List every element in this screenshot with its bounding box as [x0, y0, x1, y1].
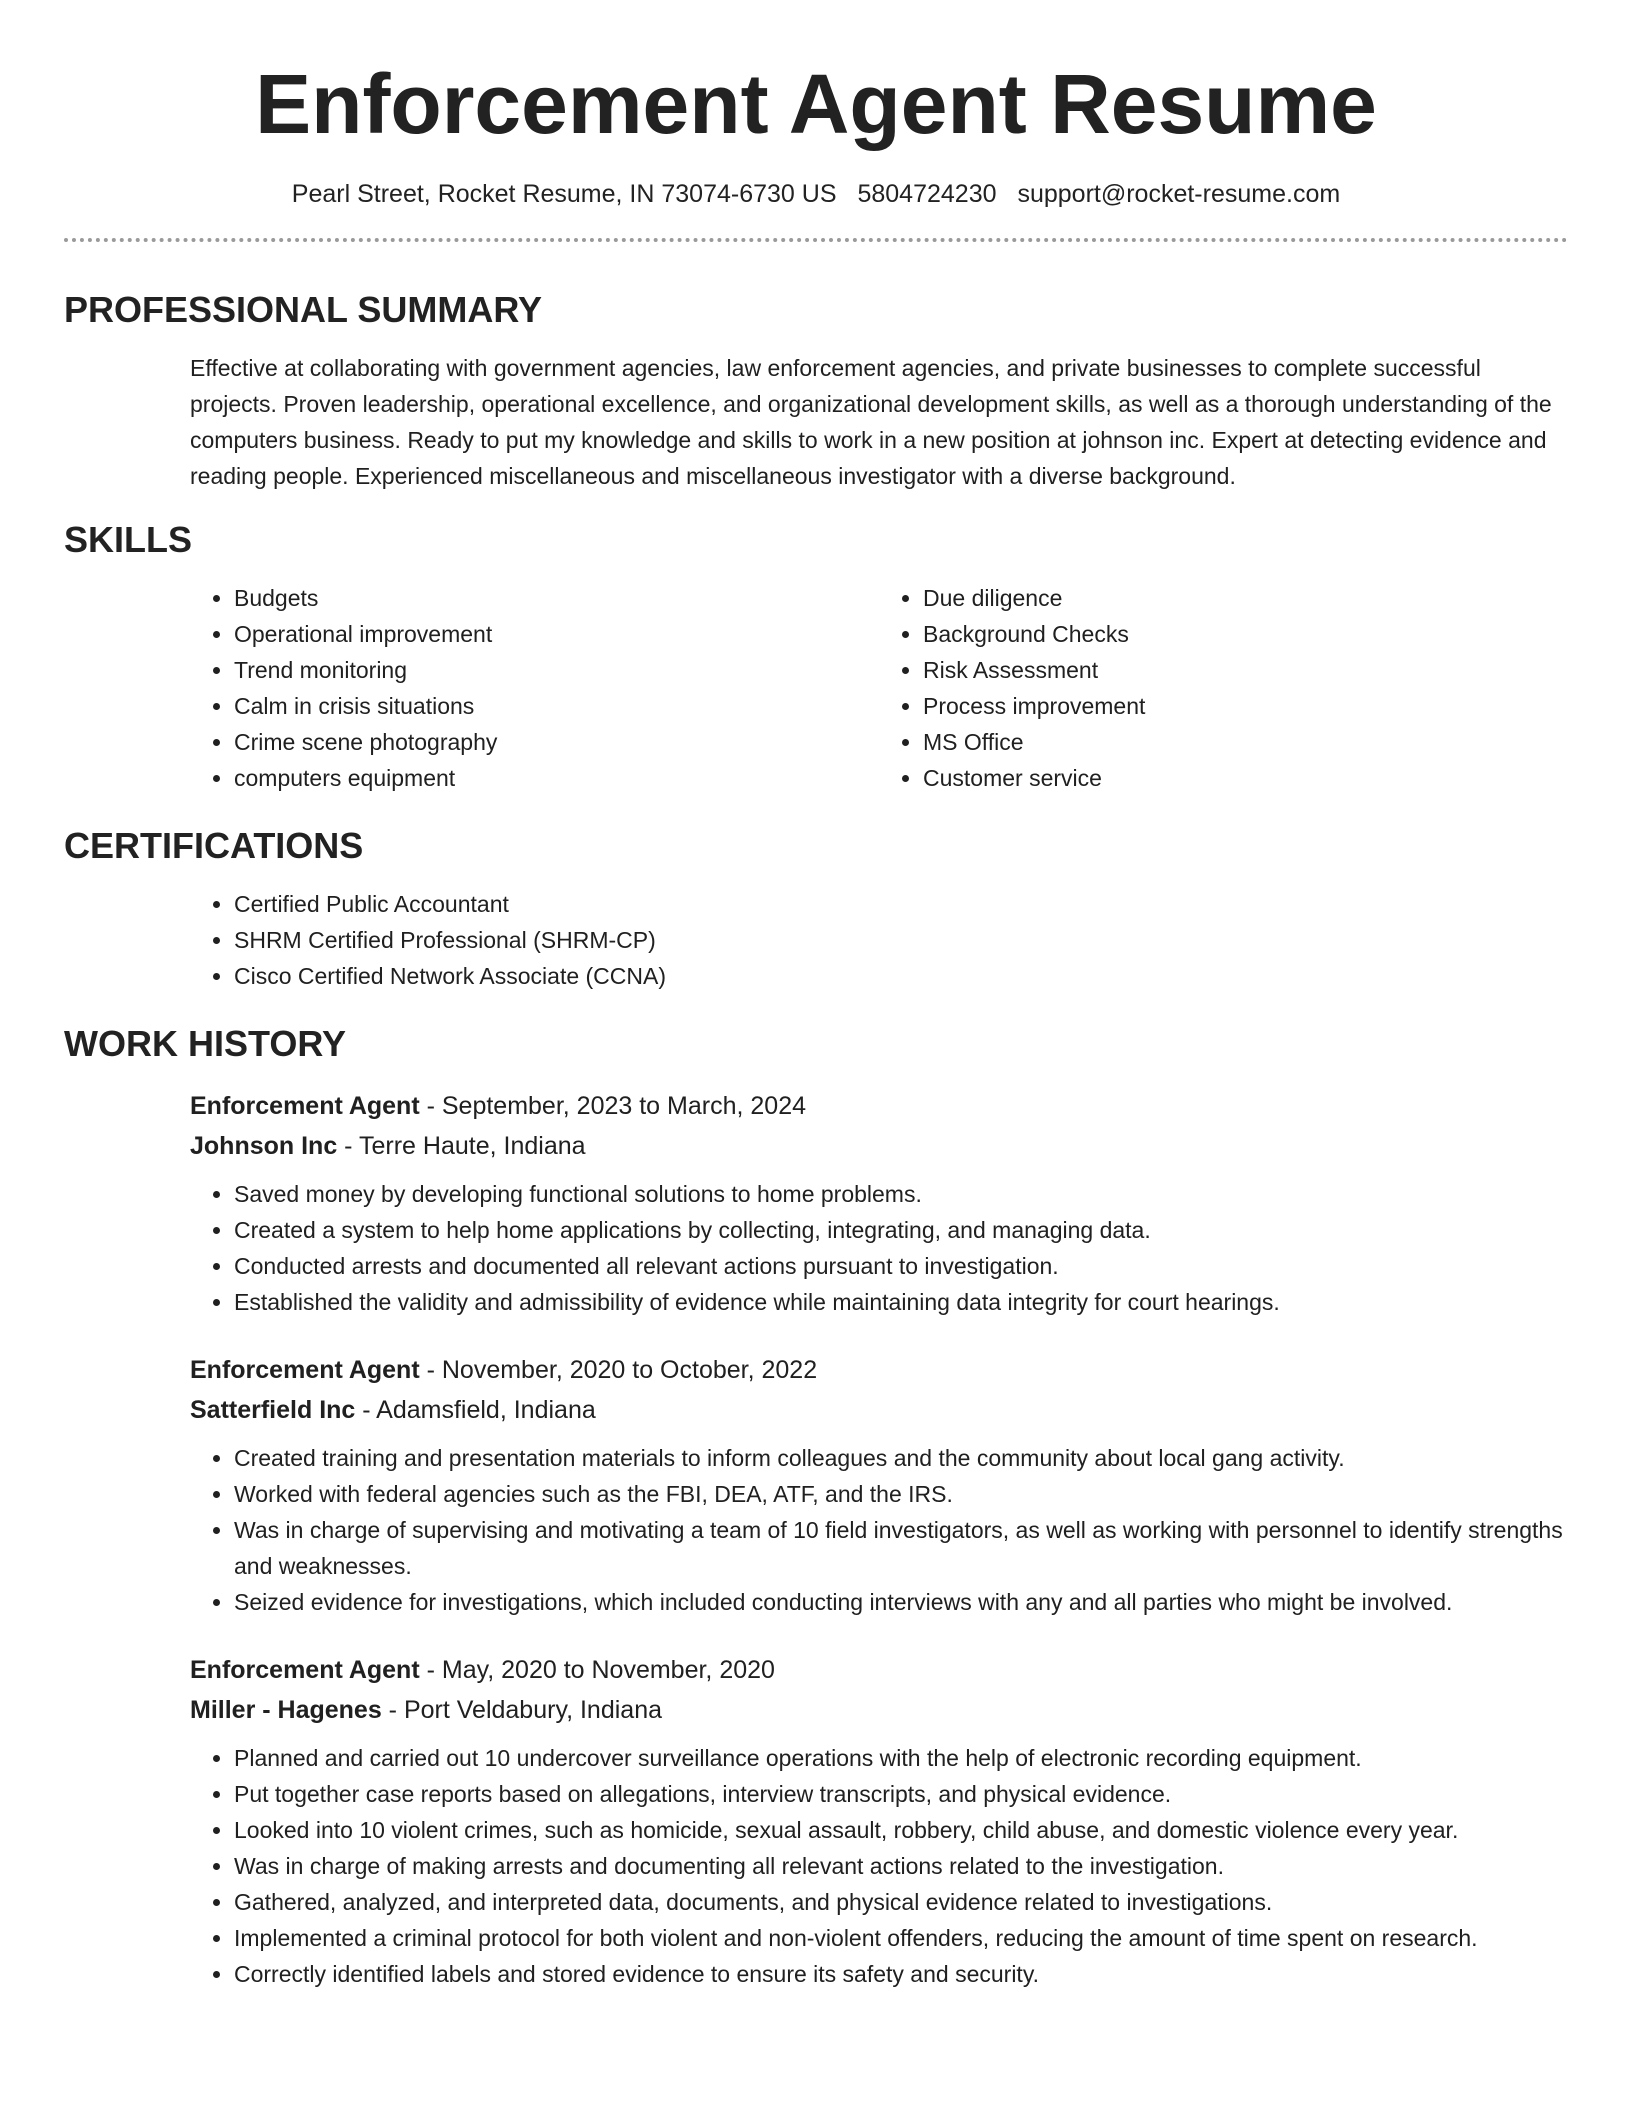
skill-item: • Operational improvement [234, 616, 879, 652]
job-bullet: • Created a system to help home applications by collecting, integrating, and managing data. [234, 1212, 1568, 1248]
job-bullet: • Conducted arrests and documented all relevant actions pursuant to investigation. [234, 1248, 1568, 1284]
job-company-line [190, 1126, 1568, 1166]
skill-item: • Trend monitoring [234, 652, 879, 688]
job-bullets [190, 1176, 1568, 1320]
skills-columns [190, 580, 1568, 796]
certification-item: • Cisco Certified Network Associate (CCNA) [234, 958, 1568, 994]
summary-heading: PROFESSIONAL SUMMARY [64, 289, 543, 330]
job-dates: - May, 2020 to November, 2020 [419, 1656, 775, 1684]
job-company: Satterfield Inc [190, 1396, 356, 1424]
skills-heading: SKILLS [64, 519, 193, 560]
skill-item: • Risk Assessment [923, 652, 1568, 688]
job-title: Enforcement Agent [190, 1356, 420, 1384]
job-title-line [190, 1650, 1568, 1690]
skill-item: • MS Office [923, 724, 1568, 760]
job-entry [190, 1650, 1568, 1992]
job-title: Enforcement Agent [190, 1092, 420, 1120]
summary-text: Effective at collaborating with government agencies, law enforcement agencies, and private businesses to complete successful projects. Proven leadership, operational excellence, and organizational development skills, as well as a thorough understanding of the computers business. Ready to put my knowledge and skills to work in a new position at johnson inc. Expert at detecting evidence and reading people. Experienced miscellaneous and miscellaneous investigator with a diverse background. [190, 355, 1552, 489]
certification-item: • SHRM Certified Professional (SHRM-CP) [234, 922, 1568, 958]
job-bullet: • Created training and presentation materials to inform colleagues and the community about local gang activity. [234, 1440, 1568, 1476]
job-bullet: • Established the validity and admissibility of evidence while maintaining data integrity for court hearings. [234, 1284, 1568, 1320]
summary-section [64, 288, 1568, 494]
job-bullet: • Was in charge of supervising and motivating a team of 10 field investigators, as well as working with personnel to identify strengths and weaknesses. [234, 1512, 1568, 1584]
job-bullet: • Put together case reports based on allegations, interview transcripts, and physical evidence. [234, 1776, 1568, 1812]
job-location: - Port Veldabury, Indiana [381, 1696, 662, 1724]
skill-item: • Customer service [923, 760, 1568, 796]
certification-item: • Certified Public Accountant [234, 886, 1568, 922]
resume-title: Enforcement Agent Resume [255, 57, 1377, 151]
job-location: - Adamsfield, Indiana [355, 1396, 596, 1424]
header-divider [64, 238, 1568, 242]
contact-email: support@rocket-resume.com [1017, 180, 1341, 208]
job-company-line [190, 1390, 1568, 1430]
skill-item: • Background Checks [923, 616, 1568, 652]
skill-item: • Budgets [234, 580, 879, 616]
job-bullets [190, 1740, 1568, 1992]
skill-item: • Crime scene photography [234, 724, 879, 760]
work-history-heading: WORK HISTORY [64, 1023, 347, 1064]
job-company-line [190, 1690, 1568, 1730]
skills-right-list [879, 580, 1568, 796]
job-dates: - September, 2023 to March, 2024 [419, 1092, 806, 1120]
contact-address: Pearl Street, Rocket Resume, IN 73074-6730 US [291, 180, 837, 208]
job-company: Miller - Hagenes [190, 1696, 382, 1724]
job-bullet: • Correctly identified labels and stored evidence to ensure its safety and security. [234, 1956, 1568, 1992]
job-dates: - November, 2020 to October, 2022 [419, 1356, 818, 1384]
job-entry [190, 1350, 1568, 1620]
contact-phone: 5804724230 [857, 180, 997, 208]
certifications-section [64, 824, 1568, 994]
job-entry [190, 1086, 1568, 1320]
job-title: Enforcement Agent [190, 1656, 420, 1684]
contact-line [64, 178, 1568, 210]
job-bullet: • Was in charge of making arrests and documenting all relevant actions related to the investigation. [234, 1848, 1568, 1884]
job-bullet: • Implemented a criminal protocol for both violent and non-violent offenders, reducing the amount of time spent on research. [234, 1920, 1568, 1956]
skill-item: • Calm in crisis situations [234, 688, 879, 724]
job-location: - Terre Haute, Indiana [337, 1132, 586, 1160]
job-bullet: • Looked into 10 violent crimes, such as homicide, sexual assault, robbery, child abuse, and domestic violence every year. [234, 1812, 1568, 1848]
skills-section [64, 518, 1568, 796]
work-history-section [64, 1022, 1568, 1992]
certifications-list [190, 886, 1568, 994]
job-title-line [190, 1086, 1568, 1126]
job-bullet: • Worked with federal agencies such as the FBI, DEA, ATF, and the IRS. [234, 1476, 1568, 1512]
skills-left-list [190, 580, 879, 796]
job-bullet: • Seized evidence for investigations, which included conducting interviews with any and all parties who might be involved. [234, 1584, 1568, 1620]
job-title-line [190, 1350, 1568, 1390]
skill-item: • computers equipment [234, 760, 879, 796]
job-bullet: • Gathered, analyzed, and interpreted data, documents, and physical evidence related to investigations. [234, 1884, 1568, 1920]
job-company: Johnson Inc [190, 1132, 338, 1160]
job-bullet: • Planned and carried out 10 undercover surveillance operations with the help of electronic recording equipment. [234, 1740, 1568, 1776]
skill-item: • Process improvement [923, 688, 1568, 724]
skill-item: • Due diligence [923, 580, 1568, 616]
job-bullets [190, 1440, 1568, 1620]
job-bullet: • Saved money by developing functional solutions to home problems. [234, 1176, 1568, 1212]
certifications-heading: CERTIFICATIONS [64, 825, 364, 866]
